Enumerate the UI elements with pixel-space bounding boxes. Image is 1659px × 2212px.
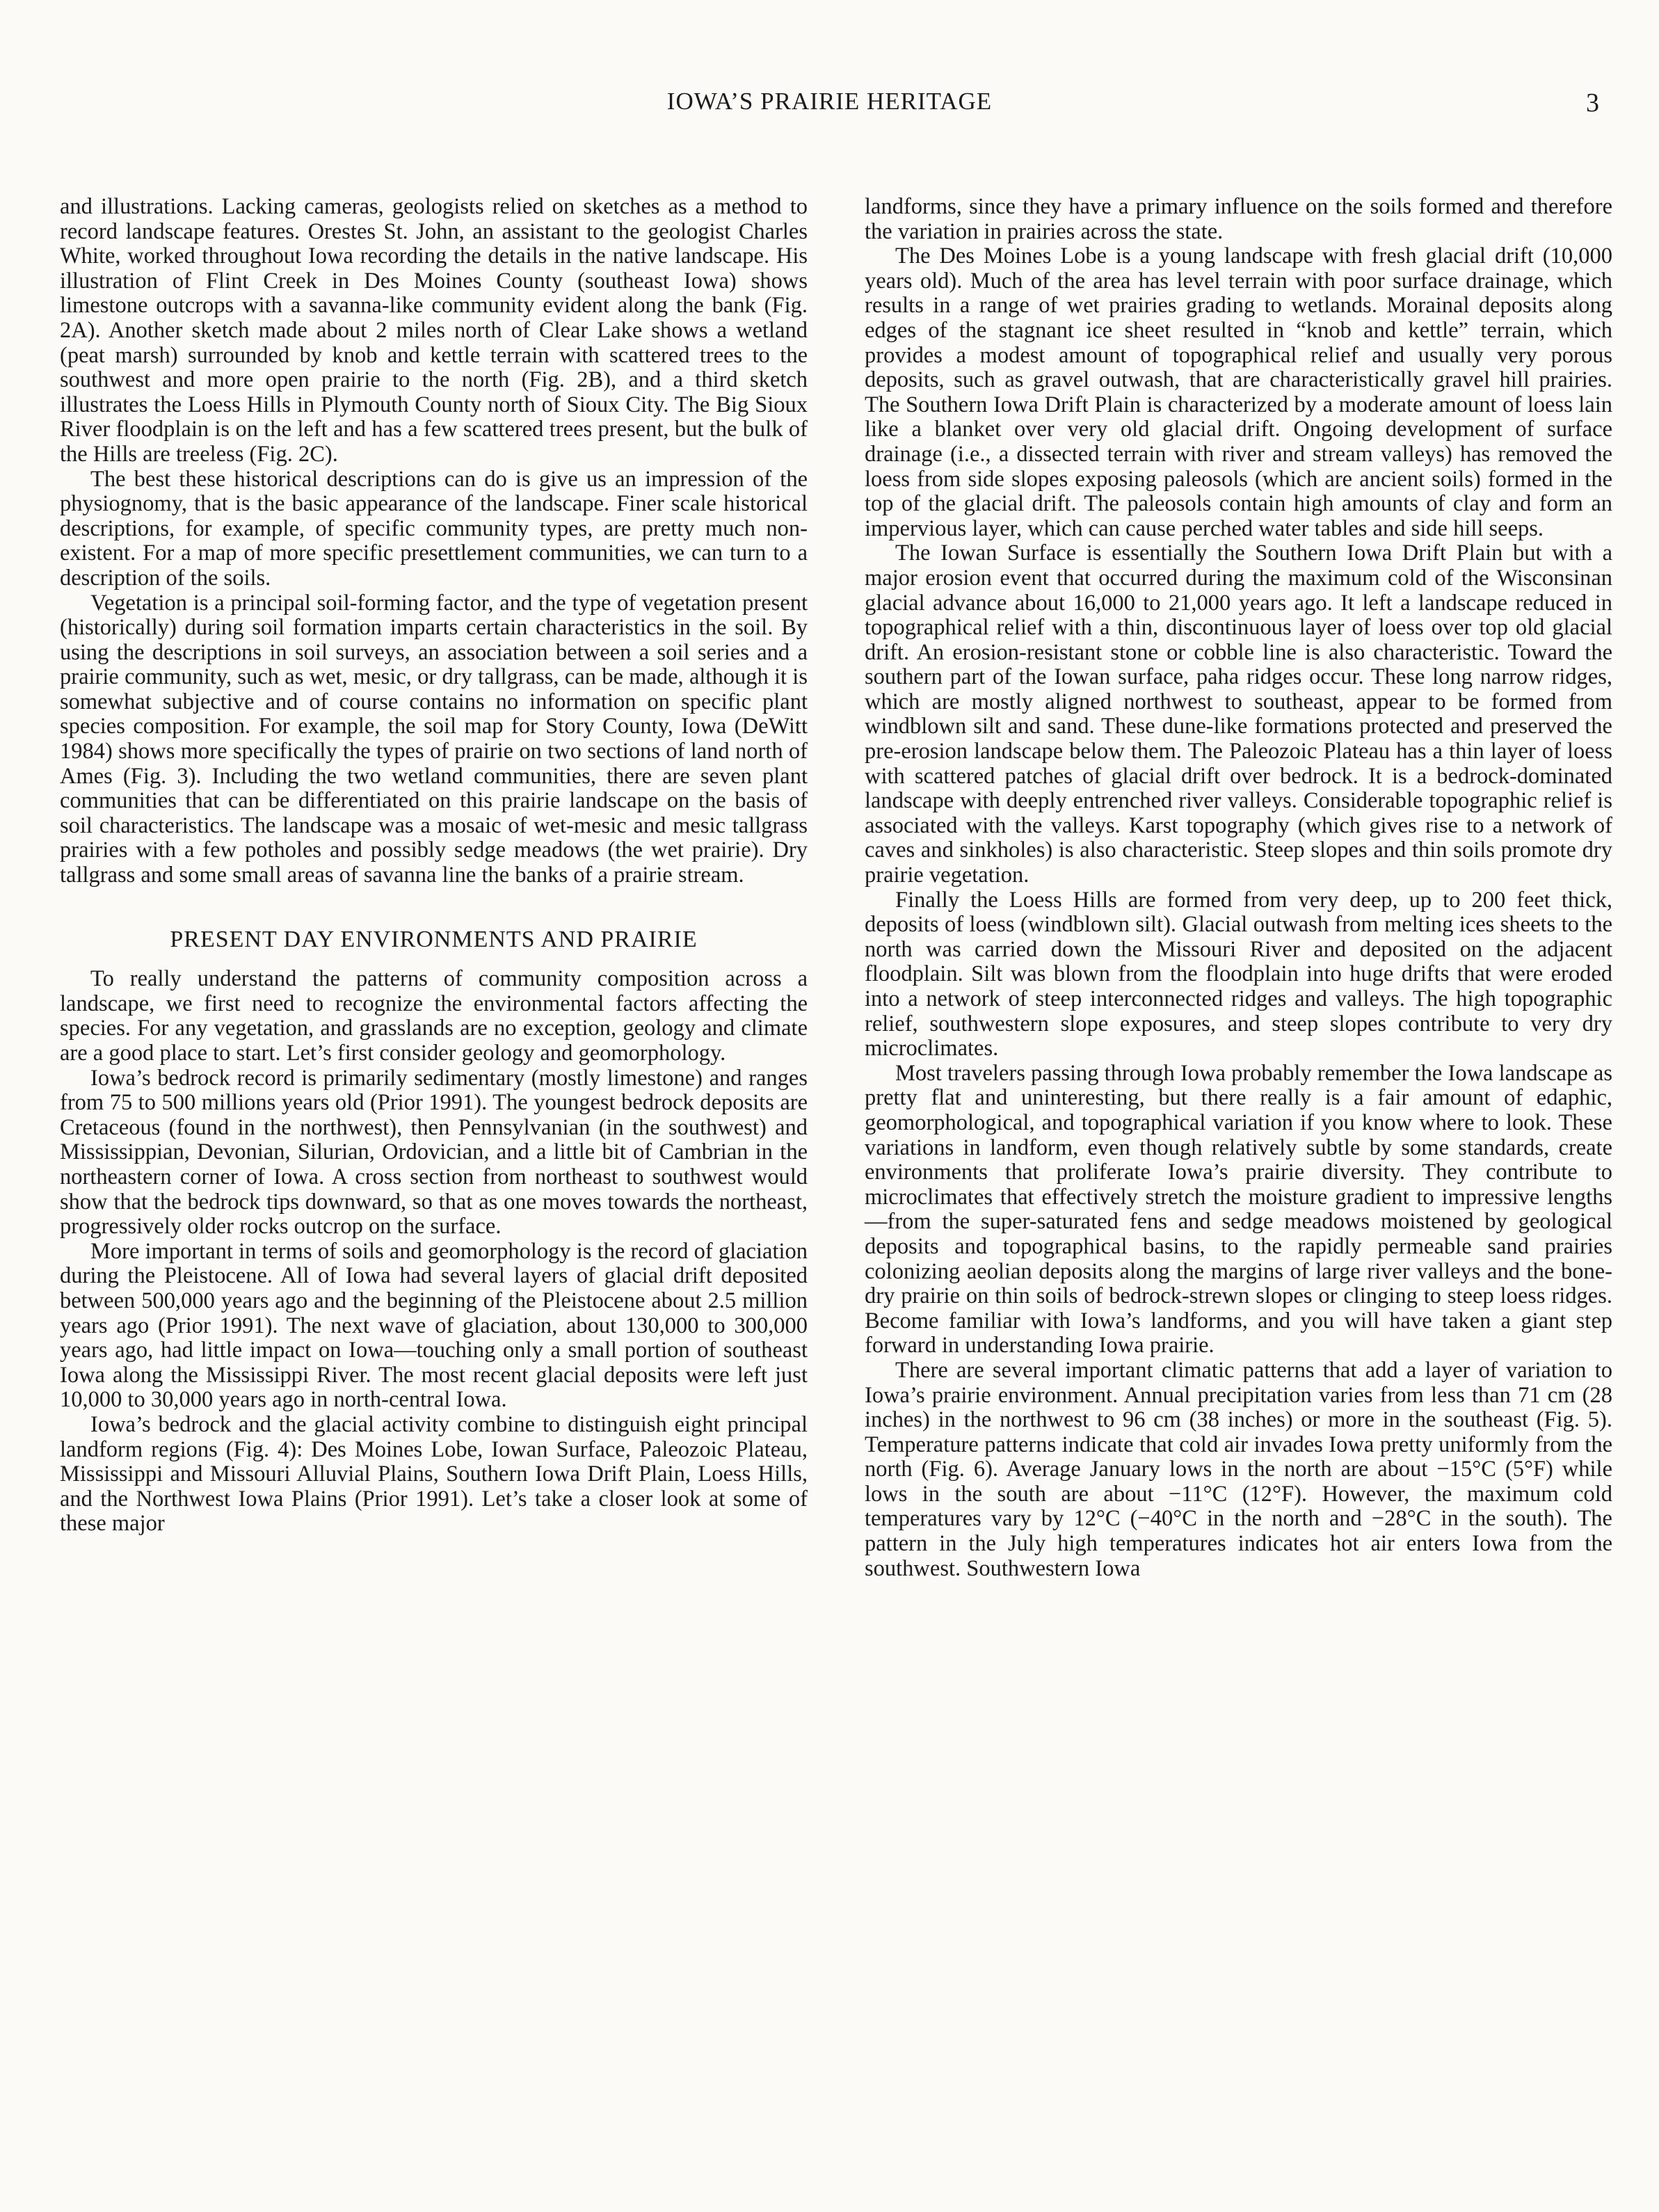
paragraph: Most travelers passing through Iowa probably remember the Iowa landscape as pretty flat and uninteresting, but there really is a fair amount of edaphic, geomorphological, and topographical variation if you know where to look. These variations in landform, even though relatively subtle by some standards, create environments that proliferate Iowa’s prairie diversity. They contribute to microclimates that effectively stretch the moisture gradient to impressive lengths—from the super-saturated fens and sedge meadows moistened by geological deposits and topographical basins, to the rapidly permeable sand prairies colonizing aeolian deposits along the margins of large river valleys and the bone-dry prairie on thin soils of bedrock-strewn slopes or clinging to steep loess ridges. Become familiar with Iowa’s landforms, and you will have taken a giant step forward in understanding Iowa prairie. — [865, 1060, 1612, 1359]
paragraph: The best these historical descriptions can do is give us an impression of the physiognomy, that is the basic appearance of the landscape. Finer scale historical descriptions, for example, of specific community types, are pretty much non-existent. For a map of more specific presettlement communities, we can turn to a description of the soils. — [60, 466, 808, 591]
paragraph: The Des Moines Lobe is a young landscape with fresh glacial drift (10,000 years old). Much of the area has level terrain with poor surface drainage, which results in a range of wet prairies grading to wetlands. Morainal deposits along edges of the stagnant ice sheet resulted in “knob and kettle” terrain, which provides a modest amount of topographical relief and usually very porous deposits, such as gravel outwash, that are characteristically gravel hill prairies. The Southern Iowa Drift Plain is characterized by a moderate amount of loess lain like a blanket over very old glacial drift. Ongoing development of surface drainage (i.e., a dissected terrain with river and stream valleys) has removed the loess from side slopes exposing paleosols (which are ancient soils) formed in the top of the glacial drift. The paleosols contain high amounts of clay and form an impervious layer, which can cause perched water tables and side hill seeps. — [865, 243, 1612, 541]
paragraph: The Iowan Surface is essentially the Southern Iowa Drift Plain but with a major erosion event that occurred during the maximum cold of the Wisconsinan glacial advance about 16,000 to 21,000 years ago. It left a landscape reduced in topographical relief with a thin, discontinuous layer of loess over top old glacial drift. An erosion-resistant stone or cobble line is also characteristic. Toward the southern part of the Iowan surface, paha ridges occur. These long narrow ridges, which are mostly aligned northwest to southeast, appear to be formed from windblown silt and sand. These dune-like formations protected and preserved the pre-erosion landscape below them. The Paleozoic Plateau has a thin layer of loess with scattered patches of glacial drift over bedrock. It is a bedrock-dominated landscape with deeply entrenched river valleys. Considerable topographic relief is associated with the valleys. Karst topography (which gives rise to a network of caves and sinkholes) is also characteristic. Steep slopes and thin soils promote dry prairie vegetation. — [865, 540, 1612, 888]
paragraph: Iowa’s bedrock and the glacial activity combine to distinguish eight principal landform regions (Fig. 4): Des Moines Lobe, Iowan Surface, Paleozoic Plateau, Mississippi and Missouri Alluvial Plains, Southern Iowa Drift Plain, Loess Hills, and the Northwest Iowa Plains (Prior 1991). Let’s take a closer look at some of these major — [60, 1411, 808, 1537]
paragraph: landforms, since they have a primary influence on the soils formed and therefore the variation in prairies across the state. — [865, 194, 1612, 244]
page-header — [60, 83, 1599, 125]
right-column — [865, 195, 1612, 1581]
paragraph: To really understand the patterns of community composition across a landscape, we first need to recognize the environmental factors affecting the species. For any vegetation, and grasslands are no exception, geology and climate are a good place to start. Let’s first consider geology and geomorphology. — [60, 966, 808, 1066]
paragraph: More important in terms of soils and geomorphology is the record of glaciation during the Pleistocene. All of Iowa had several layers of glacial drift deposited between 500,000 years ago and the beginning of the Pleistocene about 2.5 million years ago (Prior 1991). The next wave of glaciation, about 130,000 to 300,000 years ago, had little impact on Iowa—touching only a small portion of southeast Iowa along the Mississippi River. The most recent glacial deposits were left just 10,000 to 30,000 years ago in north-central Iowa. — [60, 1238, 808, 1413]
paragraph: There are several important climatic patterns that add a layer of variation to Iowa’s prairie environment. Annual precipitation varies from less than 71 cm (28 inches) in the northwest to 96 cm (38 inches) or more in the southeast (Fig. 5). Temperature patterns indicate that cold air invades Iowa pretty uniformly from the north (Fig. 6). Average January lows in the north are about −15°C (5°F) while lows in the south are about −11°C (12°F). However, the maximum cold temperatures vary by 12°C (−40°C in the north and −28°C in the south). The pattern in the July high temperatures indicates hot air enters Iowa from the southwest. Southwestern Iowa — [865, 1357, 1612, 1581]
section-heading: PRESENT DAY ENVIRONMENTS AND PRAIRIE — [170, 926, 698, 952]
paragraph: Finally the Loess Hills are formed from very deep, up to 200 feet thick, deposits of loess (windblown silt). Glacial outwash from melting ices sheets to the north was carried down the Missouri River and deposited on the adjacent floodplain. Silt was blown from the floodplain into huge drifts that were eroded into a network of steep interconnected ridges and valleys. The high topographic relief, southwestern slope exposures, and steep slopes contribute to very dry microclimates. — [865, 887, 1612, 1061]
paragraph: and illustrations. Lacking cameras, geologists relied on sketches as a method to record landscape features. Orestes St. John, an assistant to the geologist Charles White, worked throughout Iowa recording the details in the native landscape. His illustration of Flint Creek in Des Moines County (southeast Iowa) shows limestone outcrops with a savanna-like community evident along the bank (Fig. 2A). Another sketch made about 2 miles north of Clear Lake shows a wetland (peat marsh) surrounded by knob and kettle terrain with scattered trees to the southwest and more open prairie to the north (Fig. 2B), and a third sketch illustrates the Loess Hills in Plymouth County north of Sioux City. The Big Sioux River floodplain is on the left and has a few scattered trees present, but the bulk of the Hills are treeless (Fig. 2C). — [60, 194, 808, 467]
left-column — [60, 195, 808, 1537]
page-number: 3 — [1586, 88, 1599, 118]
paragraph: Iowa’s bedrock record is primarily sedimentary (mostly limestone) and ranges from 75 to 500 millions years old (Prior 1991). The youngest bedrock deposits are Cretaceous (found in the northwest), then Pennsylvanian (in the southwest) and Mississippian, Devonian, Silurian, Ordovician, and a little bit of Cambrian in the northeastern corner of Iowa. A cross section from northeast to southwest would show that the bedrock tips downward, so that as one moves towards the northeast, progressively older rocks outcrop on the surface. — [60, 1065, 808, 1240]
paragraph: Vegetation is a principal soil-forming factor, and the type of vegetation present (historically) during soil formation imparts certain characteristics in the soil. By using the descriptions in soil surveys, an association between a soil series and a prairie community, such as wet, mesic, or dry tallgrass, can be made, although it is somewhat subjective and of course contains no information on specific plant species composition. For example, the soil map for Story County, Iowa (DeWitt 1984) shows more specifically the types of prairie on two sections of land north of Ames (Fig. 3). Including the two wetland communities, there are seven plant communities that can be differentiated on this prairie landscape on the basis of soil characteristics. The landscape was a mosaic of wet-mesic and mesic tallgrass prairies with a few potholes and possibly sedge meadows (the wet prairie). Dry tallgrass and some small areas of savanna line the banks of a prairie stream. — [60, 590, 808, 888]
running-head: IOWA’S PRAIRIE HERITAGE — [666, 88, 993, 115]
